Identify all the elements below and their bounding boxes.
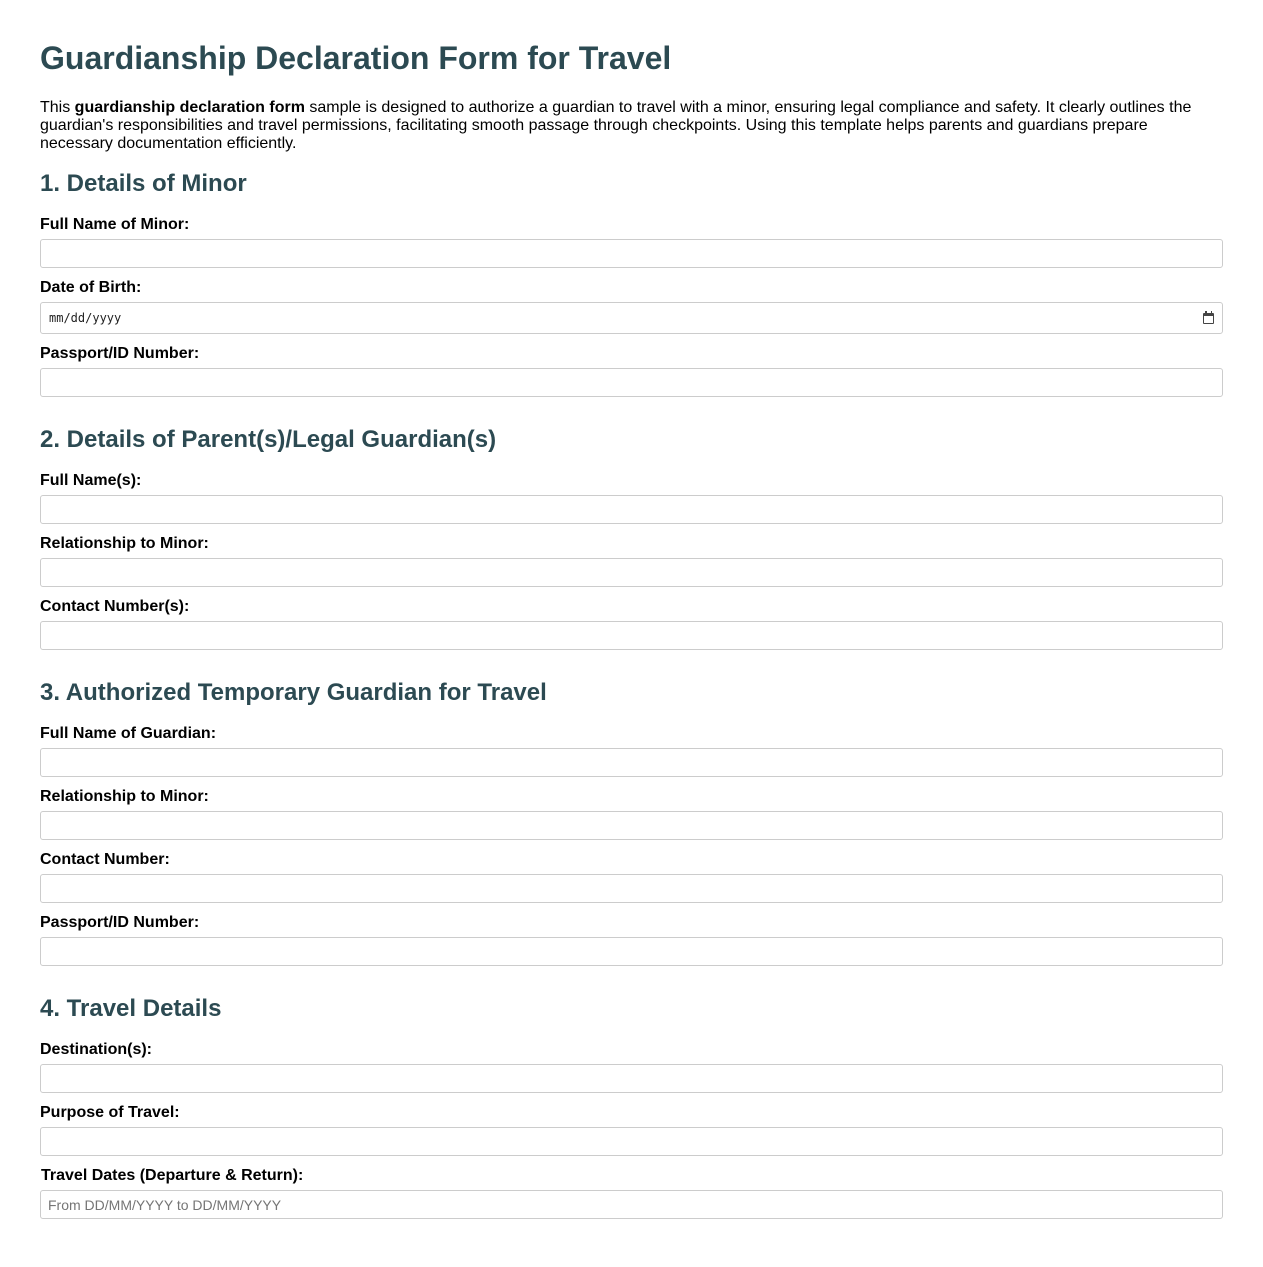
guardian-contact-number-input[interactable] [40, 874, 1223, 903]
guardian-passport-id-input[interactable] [40, 937, 1223, 966]
field-label: Contact Number(s): [40, 598, 190, 615]
field-label: Full Name of Guardian: [40, 725, 217, 742]
parent-relationship-input[interactable] [40, 558, 1223, 587]
section-heading: 2. Details of Parent(s)/Legal Guardian(s) [40, 426, 497, 453]
field-guardian-full-name [40, 724, 1223, 777]
section-temporary-guardian [40, 678, 1223, 966]
field-label: Full Name of Minor: [40, 216, 190, 233]
field-label: Contact Number: [40, 851, 170, 868]
field-label: Relationship to Minor: [40, 535, 209, 552]
section-travel-details [40, 994, 1223, 1219]
field-minor-dob [40, 278, 1223, 334]
field-label: Travel Dates (Departure & Return): [41, 1167, 304, 1184]
field-travel-dates [40, 1166, 1223, 1219]
intro-prefix: This [40, 99, 75, 116]
field-minor-passport [40, 344, 1223, 397]
field-parent-contact [40, 597, 1223, 650]
field-purpose [40, 1103, 1223, 1156]
field-guardian-contact [40, 850, 1223, 903]
parent-contact-numbers-input[interactable] [40, 621, 1223, 650]
intro-paragraph [40, 99, 1223, 153]
field-label: Passport/ID Number: [40, 914, 200, 931]
minor-passport-id-input[interactable] [40, 368, 1223, 397]
field-parent-relationship [40, 534, 1223, 587]
calendar-icon[interactable] [1203, 313, 1214, 324]
travel-dates-input[interactable] [40, 1190, 1223, 1219]
field-destinations [40, 1040, 1223, 1093]
field-guardian-relationship [40, 787, 1223, 840]
minor-full-name-input[interactable] [40, 239, 1223, 268]
field-label: Passport/ID Number: [40, 345, 200, 362]
purpose-of-travel-input[interactable] [40, 1127, 1223, 1156]
section-heading: 3. Authorized Temporary Guardian for Travel [40, 679, 547, 706]
field-label: Full Name(s): [40, 472, 142, 489]
parent-full-names-input[interactable] [40, 495, 1223, 524]
field-label: Purpose of Travel: [40, 1104, 180, 1121]
field-label: Destination(s): [40, 1041, 152, 1058]
section-details-of-minor [40, 169, 1223, 397]
section-heading: 1. Details of Minor [40, 170, 247, 197]
field-guardian-passport [40, 913, 1223, 966]
field-parent-full-names [40, 471, 1223, 524]
intro-suffix: sample is designed to authorize a guardian to travel with a minor, ensuring legal compliance and safety. It clearly outlines the guardian's responsibilities and travel permissions, facilitating smooth passage through checkpoints. Using this template helps parents and guardians prepare necessary documentation efficiently. [40, 99, 1192, 152]
date-placeholder: mm/dd/yyyy [49, 311, 122, 325]
page-title: Guardianship Declaration Form for Travel [40, 40, 672, 76]
field-label: Date of Birth: [40, 279, 142, 296]
destinations-input[interactable] [40, 1064, 1223, 1093]
section-heading: 4. Travel Details [40, 995, 222, 1022]
intro-bold-term: guardianship declaration form [74, 99, 305, 116]
guardian-relationship-input[interactable] [40, 811, 1223, 840]
section-parent-guardian-details [40, 425, 1223, 650]
guardian-full-name-input[interactable] [40, 748, 1223, 777]
field-label: Relationship to Minor: [40, 788, 209, 805]
minor-dob-date-input[interactable] [40, 302, 1223, 334]
field-minor-full-name [40, 215, 1223, 268]
